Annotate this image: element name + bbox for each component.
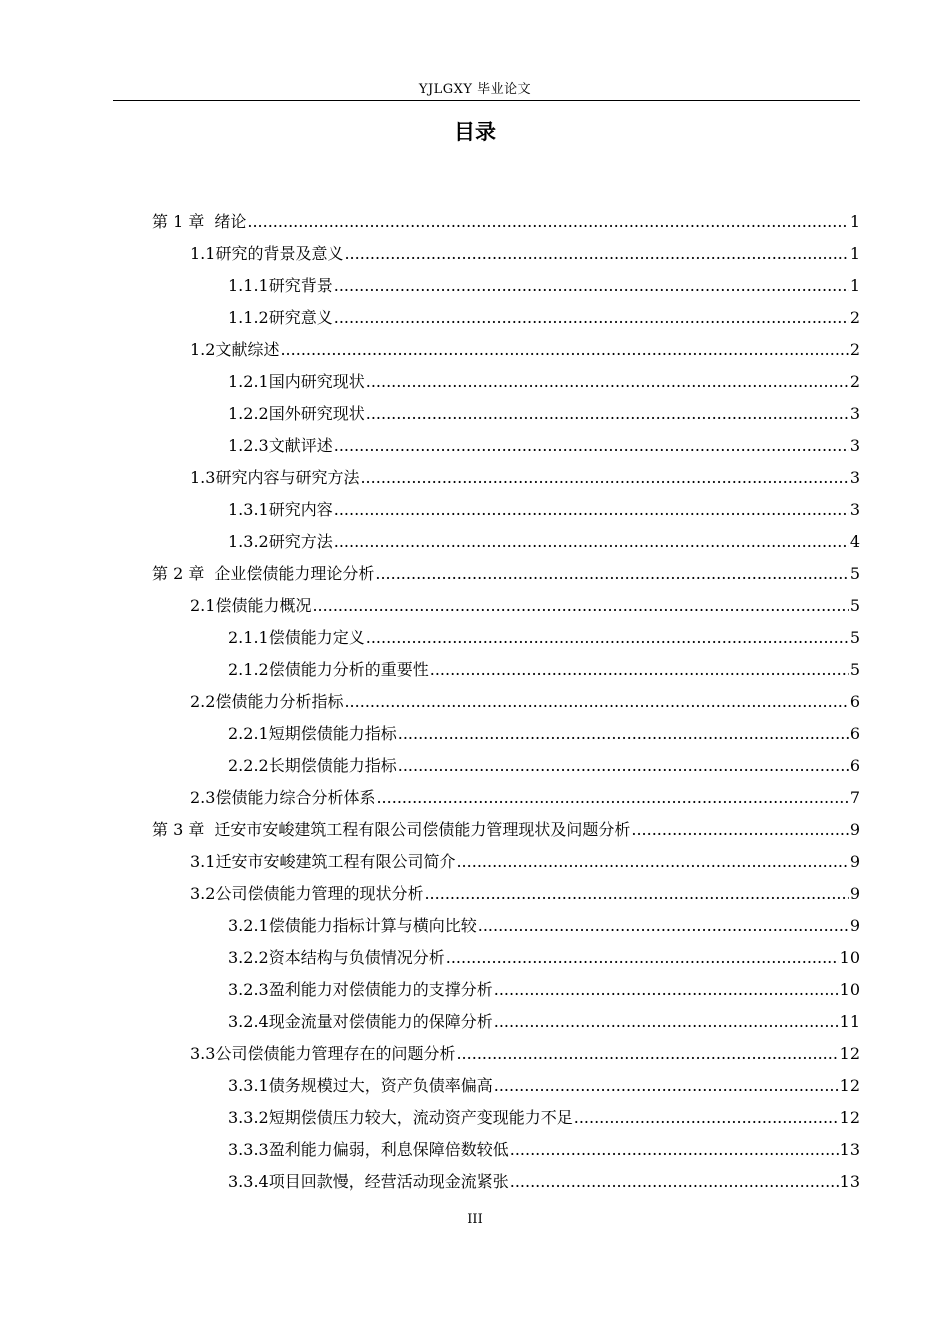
toc-entry-title: 国内研究现状 [268, 372, 365, 391]
toc-dot-leader [334, 302, 849, 334]
toc-dot-leader [376, 782, 848, 814]
toc-entry-title: 公司偿债能力管理的现状分析 [215, 884, 424, 903]
toc-entry-title: 文献评述 [268, 436, 333, 455]
toc-entry[interactable] [190, 878, 860, 910]
toc-entry-page: 7 [849, 788, 860, 807]
toc-entry-number: 1.3 [190, 468, 216, 487]
toc-entry-title: 国外研究现状 [268, 404, 365, 423]
toc-entry-page: 10 [839, 980, 860, 999]
toc-dot-leader [478, 910, 849, 942]
toc-entry-number: 3.1 [190, 852, 216, 871]
toc-entry-title: 偿债能力概况 [215, 596, 312, 615]
toc-dot-leader [375, 558, 848, 590]
toc-entry-number: 3.2.3 [228, 980, 269, 999]
toc-dot-leader [494, 974, 839, 1006]
toc-entry[interactable] [190, 846, 860, 878]
toc-entry-title: 研究背景 [268, 276, 333, 295]
toc-entry-page: 9 [849, 852, 860, 871]
toc-entry-page: 13 [839, 1172, 860, 1191]
toc-entry[interactable] [228, 398, 860, 430]
toc-dot-leader [424, 878, 848, 910]
toc-entry-title: 研究方法 [268, 532, 333, 551]
toc-entry[interactable] [228, 366, 860, 398]
toc-entry-title: 绪论 [214, 212, 247, 231]
toc-entry[interactable] [228, 1134, 860, 1166]
toc-dot-leader [430, 654, 849, 686]
toc-entry-page: 5 [849, 596, 860, 615]
toc-entry-title: 项目回款慢，经营活动现金流紧张 [268, 1172, 509, 1191]
toc-dot-leader [510, 1166, 839, 1198]
toc-dot-leader [360, 462, 848, 494]
toc-entry-title: 短期偿债能力指标 [268, 724, 397, 743]
toc-entry[interactable] [228, 430, 860, 462]
toc-entry[interactable] [228, 654, 860, 686]
toc-entry-title: 短期偿债压力较大，流动资产变现能力不足 [268, 1108, 573, 1127]
toc-entry-page: 9 [849, 820, 860, 839]
toc-entry-page: 11 [839, 1012, 860, 1031]
toc-entry-page: 10 [839, 948, 860, 967]
toc-dot-leader [344, 238, 848, 270]
toc-dot-leader [456, 1038, 838, 1070]
toc-entry[interactable] [228, 910, 860, 942]
toc-entry-number: 2.3 [190, 788, 216, 807]
toc-entry-number: 3.2.1 [228, 916, 269, 935]
toc-entry-number: 3.3.1 [228, 1076, 269, 1095]
toc-entry-number: 2.2 [190, 692, 216, 711]
toc-dot-leader [446, 942, 839, 974]
toc-entry-title: 长期偿债能力指标 [268, 756, 397, 775]
toc-entry-page: 1 [849, 212, 860, 231]
toc-entry-title: 偿债能力定义 [268, 628, 365, 647]
toc-entry[interactable] [190, 686, 860, 718]
toc-entry-title: 企业偿债能力理论分析 [214, 564, 375, 583]
toc-entry-title: 资本结构与负债情况分析 [268, 948, 445, 967]
toc-entry-page: 1 [849, 276, 860, 295]
toc-entry[interactable] [190, 462, 860, 494]
toc-entry-page: 5 [849, 660, 860, 679]
toc-dot-leader [366, 366, 849, 398]
toc-entry[interactable] [152, 206, 860, 238]
toc-entry-title: 研究意义 [268, 308, 333, 327]
toc-entry-number: 3.3 [190, 1044, 216, 1063]
toc-entry-page: 9 [849, 916, 860, 935]
toc-entry-number: 1.1 [190, 244, 216, 263]
toc-entry-title: 偿债能力分析指标 [215, 692, 344, 711]
toc-entry-number: 2.1 [190, 596, 216, 615]
toc-entry[interactable] [152, 814, 860, 846]
toc-entry-number: 1.1.2 [228, 308, 269, 327]
header-rule [113, 100, 860, 101]
toc-entry-title: 研究内容 [268, 500, 333, 519]
toc-dot-leader [456, 846, 848, 878]
toc-dot-leader [494, 1006, 839, 1038]
toc-entry-page: 3 [849, 436, 860, 455]
toc-entry[interactable] [152, 558, 860, 590]
toc-entry[interactable] [190, 334, 860, 366]
toc-dot-leader [398, 718, 849, 750]
toc-entry-title: 研究的背景及意义 [215, 244, 344, 263]
toc-entry-title: 债务规模过大，资产负债率偏高 [268, 1076, 493, 1095]
toc-entry-number: 3.3.3 [228, 1140, 269, 1159]
toc-entry-page: 9 [849, 884, 860, 903]
toc-entry-page: 6 [849, 756, 860, 775]
toc-dot-leader [334, 270, 849, 302]
toc-dot-leader [366, 622, 849, 654]
toc-entry[interactable] [190, 1038, 860, 1070]
toc-entry[interactable] [228, 526, 860, 558]
toc-entry[interactable] [190, 238, 860, 270]
toc-entry[interactable] [228, 1006, 860, 1038]
toc-entry-number: 3.2.2 [228, 948, 269, 967]
toc-entry-title: 公司偿债能力管理存在的问题分析 [215, 1044, 456, 1063]
toc-entry-page: 3 [849, 404, 860, 423]
toc-dot-leader [344, 686, 848, 718]
toc-entry-number: 1.2.3 [228, 436, 269, 455]
toc-entry-number: 1.2.2 [228, 404, 269, 423]
toc-entry-number: 2.1.2 [228, 660, 269, 679]
toc-entry-number: 1.3.1 [228, 500, 269, 519]
toc-entry-number: 3.2.4 [228, 1012, 269, 1031]
toc-entry-page: 6 [849, 692, 860, 711]
toc-dot-leader [398, 750, 849, 782]
running-header: YJLGXY 毕业论文 [418, 82, 532, 97]
toc-entry-number: 第 3 章 [152, 820, 205, 839]
toc-dot-leader [574, 1102, 839, 1134]
toc-entry[interactable] [228, 750, 860, 782]
toc-entry-title: 现金流量对偿债能力的保障分析 [268, 1012, 493, 1031]
toc-entry[interactable] [228, 494, 860, 526]
toc-entry-page: 13 [839, 1140, 860, 1159]
toc-entry[interactable] [228, 974, 860, 1006]
toc-dot-leader [510, 1134, 839, 1166]
toc-dot-leader [280, 334, 848, 366]
toc-entry-number: 3.3.4 [228, 1172, 269, 1191]
toc-entry-page: 5 [849, 564, 860, 583]
toc-entry-page: 2 [849, 372, 860, 391]
toc-dot-leader [334, 526, 849, 558]
toc-entry-page: 1 [849, 244, 860, 263]
toc-dot-leader [334, 430, 849, 462]
toc-entry-number: 1.2.1 [228, 372, 269, 391]
toc-entry-number: 1.3.2 [228, 532, 269, 551]
toc-dot-leader [631, 814, 848, 846]
toc-entry-title: 文献综述 [215, 340, 280, 359]
toc-entry-title: 偿债能力指标计算与横向比较 [268, 916, 477, 935]
toc-entry-title: 迁安市安峻建筑工程有限公司简介 [215, 852, 456, 871]
toc-entry[interactable] [228, 942, 860, 974]
toc-entry[interactable] [228, 1102, 860, 1134]
toc-entry-page: 6 [849, 724, 860, 743]
toc-entry-number: 2.1.1 [228, 628, 269, 647]
toc-entry-page: 12 [839, 1108, 860, 1127]
page-title: 目录 [454, 120, 496, 144]
toc-dot-leader [494, 1070, 839, 1102]
toc-entry-page: 4 [849, 532, 860, 551]
toc-entry-page: 12 [839, 1044, 860, 1063]
toc-entry-title: 研究内容与研究方法 [215, 468, 360, 487]
toc-entry-page: 2 [849, 340, 860, 359]
toc-entry-page: 12 [839, 1076, 860, 1095]
toc-entry-number: 1.1.1 [228, 276, 269, 295]
page-number: III [467, 1212, 483, 1227]
toc-entry[interactable] [228, 622, 860, 654]
toc-entry[interactable] [228, 1070, 860, 1102]
toc-entry-page: 3 [849, 468, 860, 487]
toc-entry-number: 第 2 章 [152, 564, 205, 583]
toc-entry-title: 盈利能力对偿债能力的支撑分析 [268, 980, 493, 999]
toc-entry-number: 2.2.2 [228, 756, 269, 775]
toc-dot-leader [366, 398, 849, 430]
toc-dot-leader [312, 590, 848, 622]
toc-entry-number: 第 1 章 [152, 212, 205, 231]
toc-entry-number: 3.2 [190, 884, 216, 903]
toc-entry[interactable] [228, 270, 860, 302]
toc-entry-number: 3.3.2 [228, 1108, 269, 1127]
toc-entry[interactable] [228, 302, 860, 334]
toc-entry-title: 偿债能力综合分析体系 [215, 788, 376, 807]
toc-entry-title: 盈利能力偏弱，利息保障倍数较低 [268, 1140, 509, 1159]
toc-dot-leader [334, 494, 849, 526]
toc-entry-page: 3 [849, 500, 860, 519]
toc-entry-number: 2.2.1 [228, 724, 269, 743]
toc-entry-page: 5 [849, 628, 860, 647]
toc-entry-title: 偿债能力分析的重要性 [268, 660, 429, 679]
toc-entry-number: 1.2 [190, 340, 216, 359]
toc-entry[interactable] [190, 590, 860, 622]
toc-dot-leader [247, 206, 848, 238]
toc-entry[interactable] [190, 782, 860, 814]
toc-entry-title: 迁安市安峻建筑工程有限公司偿债能力管理现状及问题分析 [214, 820, 631, 839]
toc-entry[interactable] [228, 1166, 860, 1198]
toc-entry-page: 2 [849, 308, 860, 327]
toc-entry[interactable] [228, 718, 860, 750]
